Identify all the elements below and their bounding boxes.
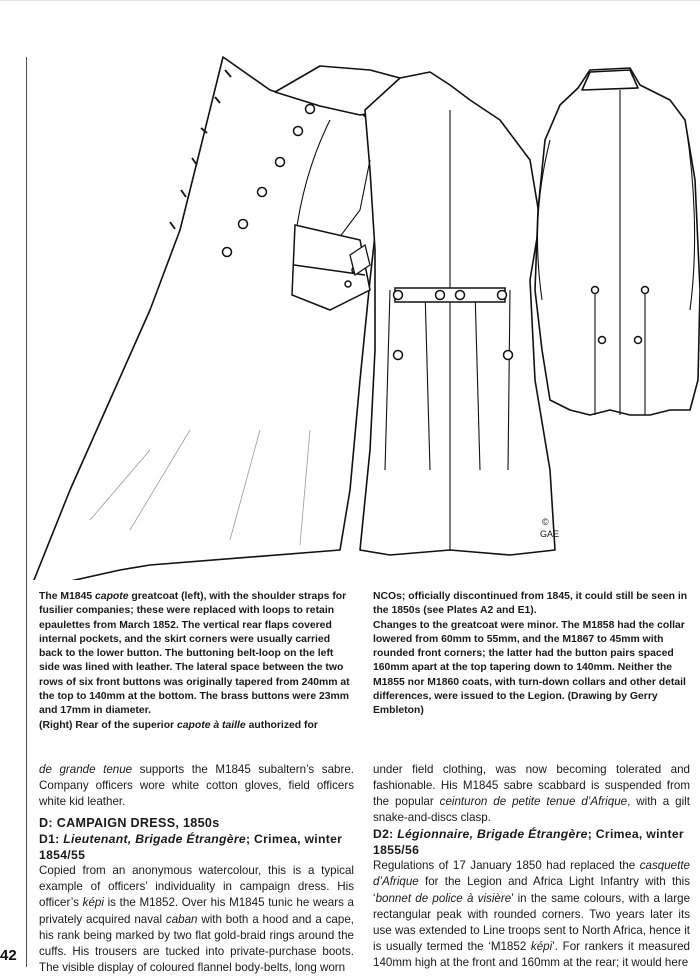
caption-right-para-1: NCOs; officially discontinued from 1845, it could still be seen in the 1850s (see Plates A2 and E1). <box>373 591 688 617</box>
body-intro-paragraph: de grande tenue supports the M1845 subaltern’s sabre. Company officers wore white cotton gloves, field officers white kid leather. <box>39 763 355 809</box>
left-coat-front-panel <box>30 57 380 580</box>
page-top-edge <box>0 0 700 1</box>
caption-right-para-2: Changes to the greatcoat were minor. The M1858 had the collar lowered from 60mm to 55mm, and the M1867 to 45mm with rounded front corners; the latter had the button pairs spaced 160mm apart at the top tapering down to 140mm. Neither the M1855 nor M1860 coats, with turn-down collars and other detail differences, were issued to the Legion. (Drawing by Gerry Embleton) <box>373 619 686 717</box>
caption-left <box>39 590 355 733</box>
signature-gae: GAE <box>540 529 560 539</box>
right-coat-back <box>535 68 700 415</box>
body-d2-paragraph: Regulations of 17 January 1850 had replaced the casquette d’Afrique for the Legion and Africa Light Infantry with this ‘bonnet de police à visière’ in the same colours, with a large rectangular peak with rounded corners. Two years later its use was extended to Line troops sent to North Africa, hence it is usually termed the ‘M1852 képi’. For rankers it measured 140mm high at the front and 160mm at the rear; it would here <box>373 859 691 969</box>
signature-copyright: © <box>542 517 549 527</box>
section-heading: D: CAMPAIGN DRESS, 1850s <box>39 816 220 831</box>
body-d1-paragraph: Copied from an anonymous watercolour, this is a typical example of officers’ individuality in campaign dress. His officer’s képi is the M1852. Over his M1845 tunic he wears a privately acquired naval caban with both a hood and a cape, his rank being marked by two flat gold-braid rings around the cuffs. His trousers are tucked into private-purchase boots. The visible display of coloured flannel body-belts, long worn <box>39 864 354 974</box>
caption-left-para-1: The M1845 capote greatcoat (left), with the shoulder straps for fusilier companies; these were replaced with loops to retain epaulettes from March 1852. The vertical rear flaps covered internal pockets, and the skirt corners were usually carried back to the lower button. The buttoning belt-loop on the left side was lined with leather. The lateral space between the two rows of six front buttons was originally tapered from 240mm at the top to 140mm at the bottom. The brass buttons were 23mm and 17mm in diameter. <box>39 591 350 717</box>
subheading-d2: D2: Légionnaire, Brigade Étrangère; Crimea, winter 1855/56 <box>373 827 684 858</box>
margin-rule <box>26 57 27 967</box>
body-column-right <box>373 762 690 971</box>
caption-right <box>373 590 691 719</box>
body-column-left <box>39 762 354 976</box>
page-number: 42 <box>0 947 17 964</box>
body-continuation-paragraph: under field clothing, was now becoming tolerated and fashionable. His M1845 sabre scabbard is suspended from the popular ceinturon de petite tenue d’Afrique, with a gilt snake-and-discs clasp. <box>373 763 690 825</box>
right-coat-collar <box>582 70 638 90</box>
caption-left-para-2: (Right) Rear of the superior capote à taille authorized for <box>39 719 318 731</box>
subheading-d1: D1: Lieutenant, Brigade Étrangère; Crimea, winter 1854/55 <box>39 832 343 863</box>
greatcoat-illustration <box>30 50 700 580</box>
